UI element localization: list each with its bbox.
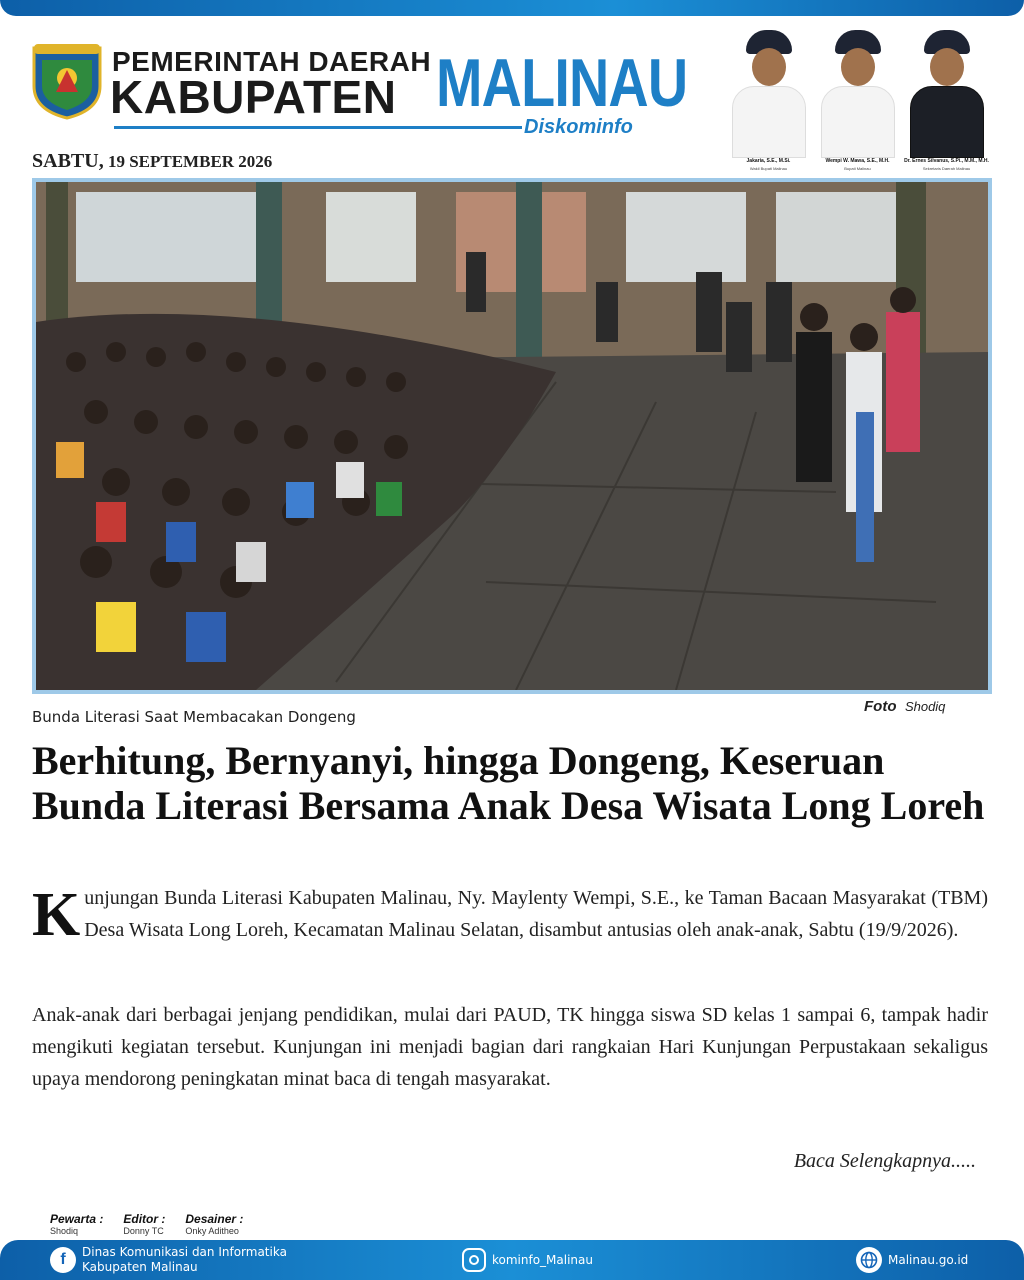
credit-designer [185,1212,243,1236]
date-day: SABTU, [32,150,104,172]
official-role: Wakil Bupati Malinau [749,166,788,171]
header-line-1: PEMERINTAH DAERAH [112,46,432,77]
article-paragraph-1 [32,881,988,949]
official-name: Wempi W. Mawa, S.E., M.H. [825,158,890,164]
credit-name: Onky Aditheo [185,1226,239,1236]
credit-label: Editor : [123,1212,166,1226]
crew-credits [50,1212,243,1236]
top-accent-bar [0,0,1024,16]
globe-icon [856,1247,882,1273]
official-portrait [726,18,811,176]
official-role: Bupati Malinau [844,166,871,171]
footer-instagram-text: kominfo_Malinau [492,1252,593,1267]
footer-facebook-line1: Dinas Komunikasi dan Informatika [82,1245,287,1259]
official-role: Sekretaris Daerah Malinau [922,166,971,171]
photo-credit-label: Foto [864,698,897,715]
date-rest: 19 SEPTEMBER 2026 [107,152,273,171]
paragraph-1-text: unjungan Bunda Literasi Kabupaten Malinau, Ny. Maylenty Wempi, S.E., ke Taman Bacaan Masyarakat (TBM) Desa Wisata Long Loreh, Kecamatan Malinau Selatan, disambut antusias oleh anak-anak, Sabtu (19/9/2026). [84,887,988,941]
official-suit [910,86,984,158]
footer-facebook-link[interactable] [50,1240,287,1280]
drop-cap: K [32,881,81,949]
facebook-icon: f [50,1247,76,1273]
article-headline: Berhitung, Bernyanyi, hingga Dongeng, Keseruan Bunda Literasi Bersama Anak Desa Wisata Long Loreh [32,738,985,828]
footer-bar [0,1240,1024,1280]
instagram-icon [462,1248,486,1272]
footer-facebook-text [82,1245,287,1275]
credit-reporter [50,1212,103,1236]
header-subbrand: Diskominfo [524,116,633,138]
header-brand: MALINAU [436,45,688,121]
credit-editor [123,1212,165,1236]
official-uniform [821,86,895,158]
official-portrait [815,18,900,176]
photo-credit-name: Shodiq [904,699,946,714]
credit-name: Donny TC [123,1226,164,1236]
footer-instagram-link[interactable] [462,1240,593,1280]
official-uniform [732,86,806,158]
official-name: Jakaria, S.E., M.Si. [746,158,791,164]
footer-website-text: Malinau.go.id [888,1252,969,1267]
header-rule [114,126,522,129]
official-head [841,48,875,86]
photo-credit [864,698,945,716]
official-head [752,48,786,86]
malinau-emblem-icon [28,40,106,120]
credit-label: Desainer : [185,1212,244,1226]
credit-label: Pewarta : [50,1212,104,1226]
photo-caption: Bunda Literasi Saat Membacakan Dongeng [32,708,356,726]
publication-date [32,150,272,173]
footer-facebook-line2: Kabupaten Malinau [82,1260,198,1274]
header-line-2: KABUPATEN [110,71,397,123]
footer-website-link[interactable] [856,1240,968,1280]
credit-name: Shodiq [50,1226,79,1236]
read-more-link[interactable]: Baca Selengkapnya..... [793,1150,976,1172]
official-name: Dr. Ernes Silvanus, S.Pi., M.M., M.H. [904,158,989,164]
official-portrait [904,18,989,176]
officials-group [726,18,990,176]
article-paragraph-2: Anak-anak dari berbagai jenjang pendidikan, mulai dari PAUD, TK hingga siswa SD kelas 1 sampai 6, tampak hadir mengikuti kegiatan tersebut. Kunjungan ini menjadi bagian dari rangkaian Hari Kunjungan Perpustakaan sekaligus upaya mendorong peningkatan minat baca di tengah masyarakat. [32,1004,988,1090]
official-head [930,48,964,86]
event-photo [32,178,992,694]
